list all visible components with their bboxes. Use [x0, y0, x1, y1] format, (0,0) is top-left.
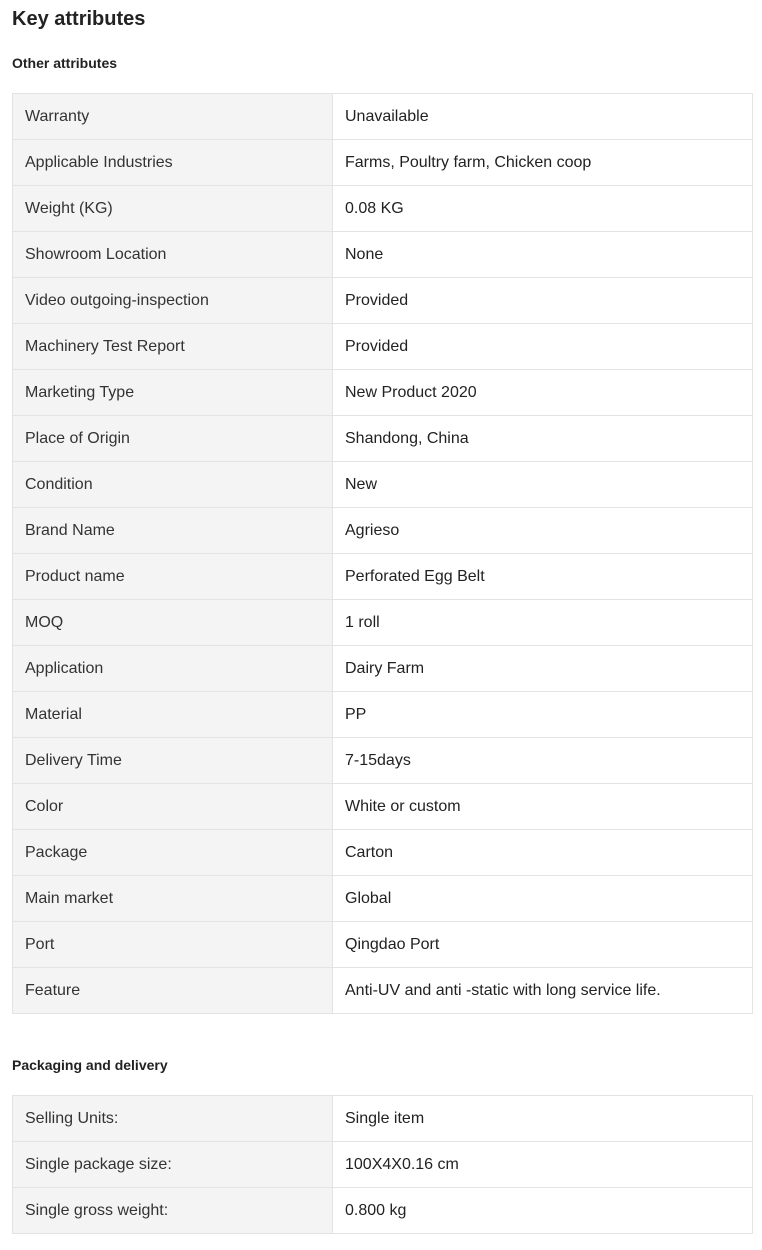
attribute-key: Color [13, 784, 333, 830]
attribute-row [13, 738, 753, 784]
other-attributes-heading: Other attributes [12, 55, 118, 71]
packaging-row [13, 1096, 753, 1142]
attribute-value: Perforated Egg Belt [333, 554, 753, 600]
attribute-value: None [333, 232, 753, 278]
attribute-value: Dairy Farm [333, 646, 753, 692]
attribute-row [13, 600, 753, 646]
attribute-key: Marketing Type [13, 370, 333, 416]
packaging-delivery-heading: Packaging and delivery [12, 1057, 168, 1073]
attribute-key: Condition [13, 462, 333, 508]
page-title: Key attributes [12, 8, 146, 30]
attribute-key: Brand Name [13, 508, 333, 554]
attribute-key: Warranty [13, 94, 333, 140]
attribute-key: Applicable Industries [13, 140, 333, 186]
attribute-row [13, 416, 753, 462]
attribute-row [13, 876, 753, 922]
packaging-value: 100X4X0.16 cm [333, 1142, 753, 1188]
packaging-value: 0.800 kg [333, 1188, 753, 1234]
attribute-key: Delivery Time [13, 738, 333, 784]
attribute-row [13, 646, 753, 692]
packaging-row [13, 1142, 753, 1188]
packaging-key: Single package size: [13, 1142, 333, 1188]
attribute-value: PP [333, 692, 753, 738]
attribute-row [13, 508, 753, 554]
other-attributes-table [12, 93, 753, 1014]
attribute-value: 0.08 KG [333, 186, 753, 232]
attribute-value: Carton [333, 830, 753, 876]
attribute-row [13, 692, 753, 738]
attribute-value: Shandong, China [333, 416, 753, 462]
attribute-value: New [333, 462, 753, 508]
attribute-row [13, 278, 753, 324]
attribute-key: Main market [13, 876, 333, 922]
attribute-key: Machinery Test Report [13, 324, 333, 370]
attribute-value: 7-15days [333, 738, 753, 784]
attribute-row [13, 830, 753, 876]
attribute-value: Unavailable [333, 94, 753, 140]
packaging-value: Single item [333, 1096, 753, 1142]
attribute-row [13, 462, 753, 508]
attribute-key: Showroom Location [13, 232, 333, 278]
attribute-row [13, 784, 753, 830]
attribute-value: Qingdao Port [333, 922, 753, 968]
attribute-value: Provided [333, 278, 753, 324]
attribute-value: White or custom [333, 784, 753, 830]
packaging-key: Single gross weight: [13, 1188, 333, 1234]
attribute-key: Application [13, 646, 333, 692]
attribute-key: Place of Origin [13, 416, 333, 462]
attribute-row [13, 968, 753, 1014]
attribute-row [13, 186, 753, 232]
attribute-value: New Product 2020 [333, 370, 753, 416]
attribute-value: 1 roll [333, 600, 753, 646]
attribute-key: Weight (KG) [13, 186, 333, 232]
attribute-row [13, 554, 753, 600]
attribute-value: Farms, Poultry farm, Chicken coop [333, 140, 753, 186]
attribute-key: Video outgoing-inspection [13, 278, 333, 324]
attribute-key: Package [13, 830, 333, 876]
attribute-value: Global [333, 876, 753, 922]
attribute-row [13, 370, 753, 416]
attribute-value: Agrieso [333, 508, 753, 554]
attribute-value: Anti-UV and anti -static with long service life. [333, 968, 753, 1014]
attribute-key: Product name [13, 554, 333, 600]
attribute-key: Port [13, 922, 333, 968]
packaging-row [13, 1188, 753, 1234]
packaging-delivery-table [12, 1095, 753, 1234]
attribute-row [13, 94, 753, 140]
packaging-key: Selling Units: [13, 1096, 333, 1142]
attribute-row [13, 324, 753, 370]
attribute-key: MOQ [13, 600, 333, 646]
attribute-row [13, 140, 753, 186]
attribute-key: Feature [13, 968, 333, 1014]
attribute-row [13, 232, 753, 278]
attribute-key: Material [13, 692, 333, 738]
attribute-value: Provided [333, 324, 753, 370]
attribute-row [13, 922, 753, 968]
